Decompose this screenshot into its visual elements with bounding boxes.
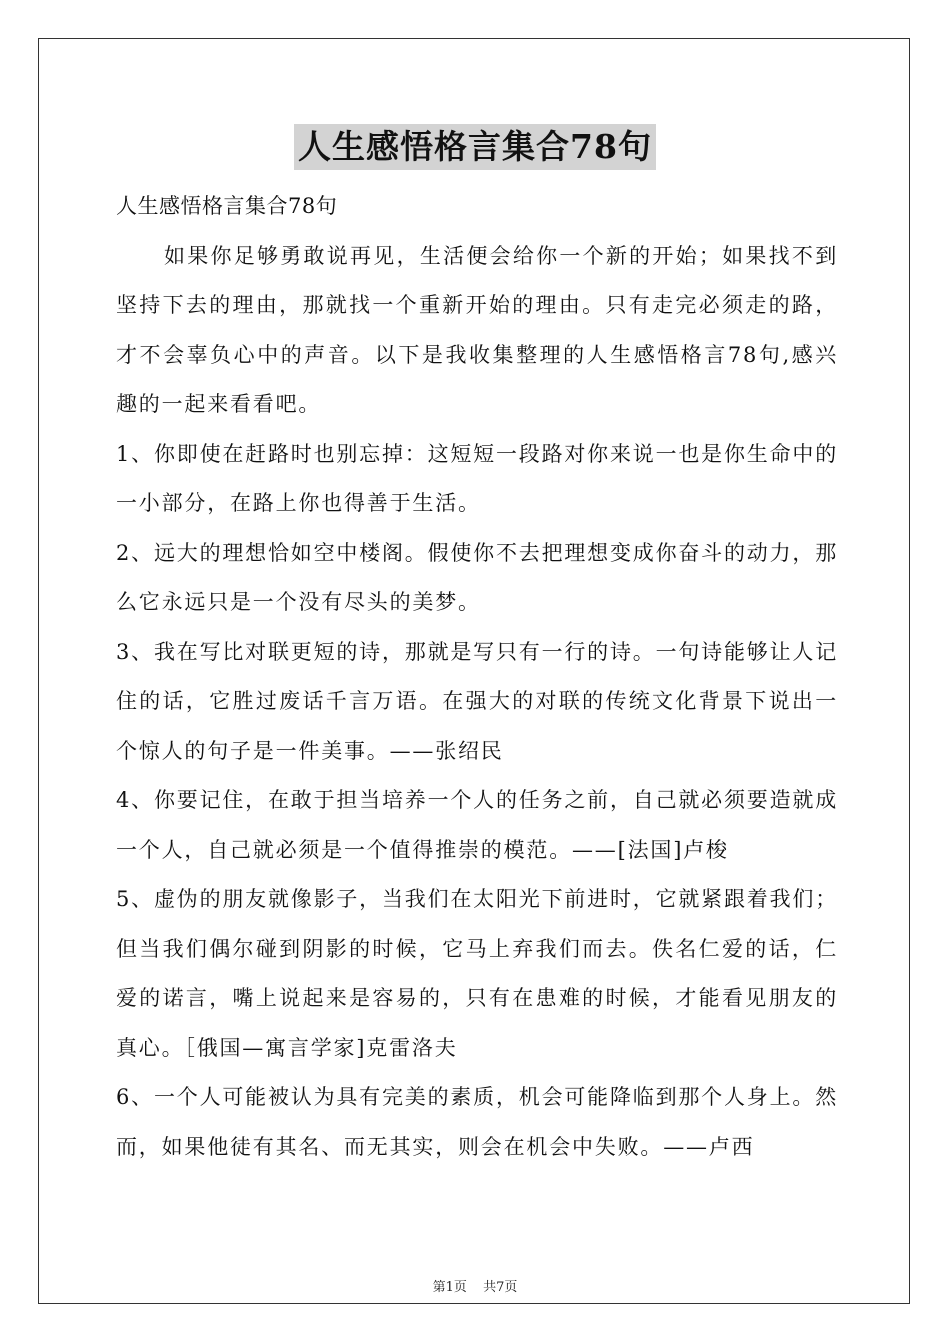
page-total: 共7页: [483, 1280, 518, 1295]
quote-item-3: 3、我在写比对联更短的诗，那就是写只有一行的诗。一句诗能够让人记住的话，它胜过废话千言万语。在强大的对联的传统文化背景下说出一个惊人的句子是一件美事。——张绍民: [116, 639, 838, 763]
intro-paragraph: 如果你足够勇敢说再见，生活便会给你一个新的开始；如果找不到坚持下去的理由，那就找一个重新开始的理由。只有走完必须走的路，才不会辜负心中的声音。以下是我收集整理的人生感悟格言78句,感兴趣的一起来看看吧。: [116, 243, 838, 416]
quote-item-4: 4、你要记住，在敢于担当培养一个人的任务之前，自己就必须要造就成一个人，自己就必须是一个值得推崇的模范。——[法国]卢梭: [116, 788, 838, 862]
document-subtitle: 人生感悟格言集合78句: [116, 194, 338, 218]
quote-item-6: 6、一个人可能被认为具有完美的素质，机会可能降临到那个人身上。然而，如果他徒有其名、而无其实，则会在机会中失败。——卢西: [116, 1085, 838, 1159]
document-body: [116, 182, 838, 1172]
document-title: 人生感悟格言集合78句: [294, 124, 656, 170]
quote-item-5: 5、虚伪的朋友就像影子，当我们在太阳光下前进时，它就紧跟着我们；但当我们偶尔碰到阴影的时候，它马上弃我们而去。佚名仁爱的话，仁爱的诺言，嘴上说起来是容易的，只有在患难的时候，才能看见朋友的真心。［俄国—寓言学家]克雷洛夫: [116, 887, 838, 1060]
title-container: [0, 124, 950, 170]
page-footer: [0, 1276, 950, 1295]
quote-item-2: 2、远大的理想恰如空中楼阁。假使你不去把理想变成你奋斗的动力，那么它永远只是一个没有尽头的美梦。: [116, 540, 838, 614]
page-number: 第1页: [432, 1280, 467, 1295]
quote-item-1: 1、你即使在赶路时也别忘掉：这短短一段路对你来说一也是你生命中的一小部分，在路上你也得善于生活。: [116, 441, 838, 515]
